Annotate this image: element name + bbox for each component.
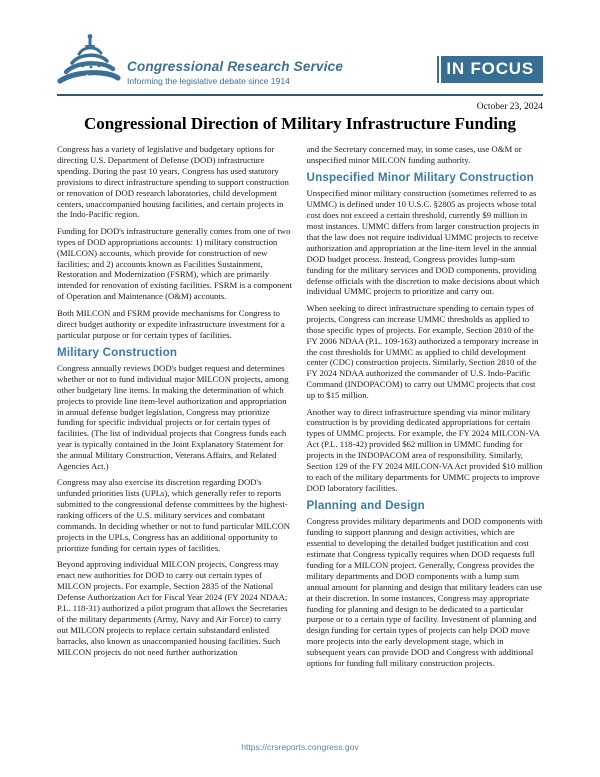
brand-name: Congressional Research Service xyxy=(127,59,344,74)
paragraph: Beyond approving individual MILCON projects, Congress may enact new authorities for DOD to carry out certain types of MILCON projects. For example, Section 2835 of the National Defense Authorization Act for Fiscal Year 2024 (FY 2024 NDAA; P.L. 118-31) authorized a pilot program that allows the Secretaries of the military departments (Army, Navy and Air Force) to carry out MILCON projects to replace certain substandard enlisted barracks, also known as unaccompanied housing facilities. Such MILCON projects do not need further authorization xyxy=(57,559,288,657)
crs-reports-link[interactable]: https://crsreports.congress.gov xyxy=(241,742,359,752)
paragraph: Congress annually reviews DOD's budget request and determines whether or not to fund individual major MILCON projects, among other budgetary line items. In making the determination of which projects to provide line item-level authorization and appropriation in annual defense budget legislation, Congress may prioritize funding for specific individual projects or for certain types of facilities. (The list of individual projects that Congress funds each year is typically contained in the Joint Explanatory Statement for the annual Military Construction, Veterans Affairs, and Related Agencies Act.) xyxy=(57,362,289,472)
paragraph: When seeking to direct infrastructure spending to certain types of projects, Congress can increase UMMC thresholds as applied to those specific types of projects. For example, Section 2810 of the FY 2006 NDAA (P.L. 109-163) authorized a temporary increase in the cost thresholds for UMMC as applied to child development center (CDC) construction projects. Similarly, Section 2810 of the FY 2024 NDAA authorized the commander of U.S. Indo-Pacific Command (INDOPACOM) to carry out UMMC projects that cost up to $15 million. xyxy=(306,302,539,401)
publication-date: October 23, 2024 xyxy=(476,102,543,112)
paragraph: Congress may also exercise its discretion regarding DOD's unfunded priorities lists (UPLs), which generally refer to reports submitted to the congressional defense committees by the highest-ranking officers of the U.S. military services and combatant commands. In deciding whether or not to fund particular MILCON projects in the UPLs, Congress has an additional opportunity to prioritize funding for certain types of facilities. xyxy=(57,477,291,553)
right-column xyxy=(307,144,544,674)
capitol-dome-icon xyxy=(57,33,121,89)
left-column xyxy=(57,144,294,674)
paragraph: Congress provides military departments and DOD components with funding to support planning and design activities, which are essential to developing the detailed budget justification and cost estimate that Congress typically requires when DOD requests full funding for a MILCON project. Generally, Congress provides the military departments and DOD components with a lump sum annual amount for planning and design that military leaders can use at their discretion. In some instances, Congress may appropriate funding for planning and design to be dedicated to a particular purpose or to a certain type of facility. Investment of planning and design funding for certain types of projects can help DOD move more projects into the early development stage, which in subsequent years can provide DOD and Congress with additional options for funding full military construction projects. xyxy=(306,516,543,669)
paragraph: Both MILCON and FSRM provide mechanisms for Congress to direct budget authority or expedite infrastructure investment for a particular purpose or for certain types of facilities. xyxy=(57,307,285,340)
paragraph: Congress has a variety of legislative and budgetary options for directing U.S. Department of Defense (DOD) infrastructure spending. During the past 10 years, Congress has used statutory provisions to direct infrastructure spending to support construction or renovation of DOD research laboratories, child development centers, unaccompanied housing facilities, and certain projects in the Indo-Pacific region. xyxy=(57,144,289,220)
section-heading-unspecified-minor-military-construction: Unspecified Minor Military Construction xyxy=(306,171,534,185)
two-column-body xyxy=(57,144,543,674)
in-focus-badge: IN FOCUS xyxy=(437,56,543,83)
paragraph: Funding for DOD's infrastructure generally comes from one of two types of DOD appropriations accounts: 1) military construction (MILCON) accounts, which provide for construction of new facilities; and 2) accounts known as Facilities Sustainment, Restoration and Modernization (FSRM), which are primarily intended for renovation of existing facilities. FSRM is a component of Operation and Maintenance (O&M) accounts. xyxy=(57,225,293,302)
footer xyxy=(0,737,600,755)
paragraph: Another way to direct infrastructure spending via minor military construction is by providing dedicated appropriations for certain types of UMMC projects. For example, the FY 2024 MILCON-VA Act (P.L. 118-42) provided $62 million in UMMC funding for projects in the INDOPACOM area of responsibility. Similarly, Section 129 of the FY 2024 MILCON-VA Act provided $10 million to each of the military departments for UMMC projects to improve DOD laboratory facilities. xyxy=(306,406,543,493)
header-divider xyxy=(57,94,543,96)
paragraph: and the Secretary concerned may, in some cases, use O&M or unspecified minor MILCON funding authority. xyxy=(306,144,522,165)
paragraph: Unspecified minor military construction (sometimes referred to as UMMC) is defined under 10 U.S.C. §2805 as projects whose total cost does not exceed a certain threshold, currently $9 million in most instances. UMMC differs from larger construction projects in that the law does not require individual UMMC projects to receive authorization and appropriation at the line-item level in the annual DOD budget process. Instead, Congress provides lump-sum funding for the military services and DOD components, providing defense officials with the discretion to make decisions about which individual UMMC projects to prioritize and carry out. xyxy=(306,188,540,297)
brand-block xyxy=(127,59,343,89)
section-heading-military-construction: Military Construction xyxy=(57,345,178,359)
header xyxy=(57,33,543,89)
brand-tagline: Informing the legislative debate since 1914 xyxy=(127,76,290,86)
page-title: Congressional Direction of Military Infrastructure Funding xyxy=(83,114,517,133)
section-heading-planning-and-design: Planning and Design xyxy=(306,499,425,513)
